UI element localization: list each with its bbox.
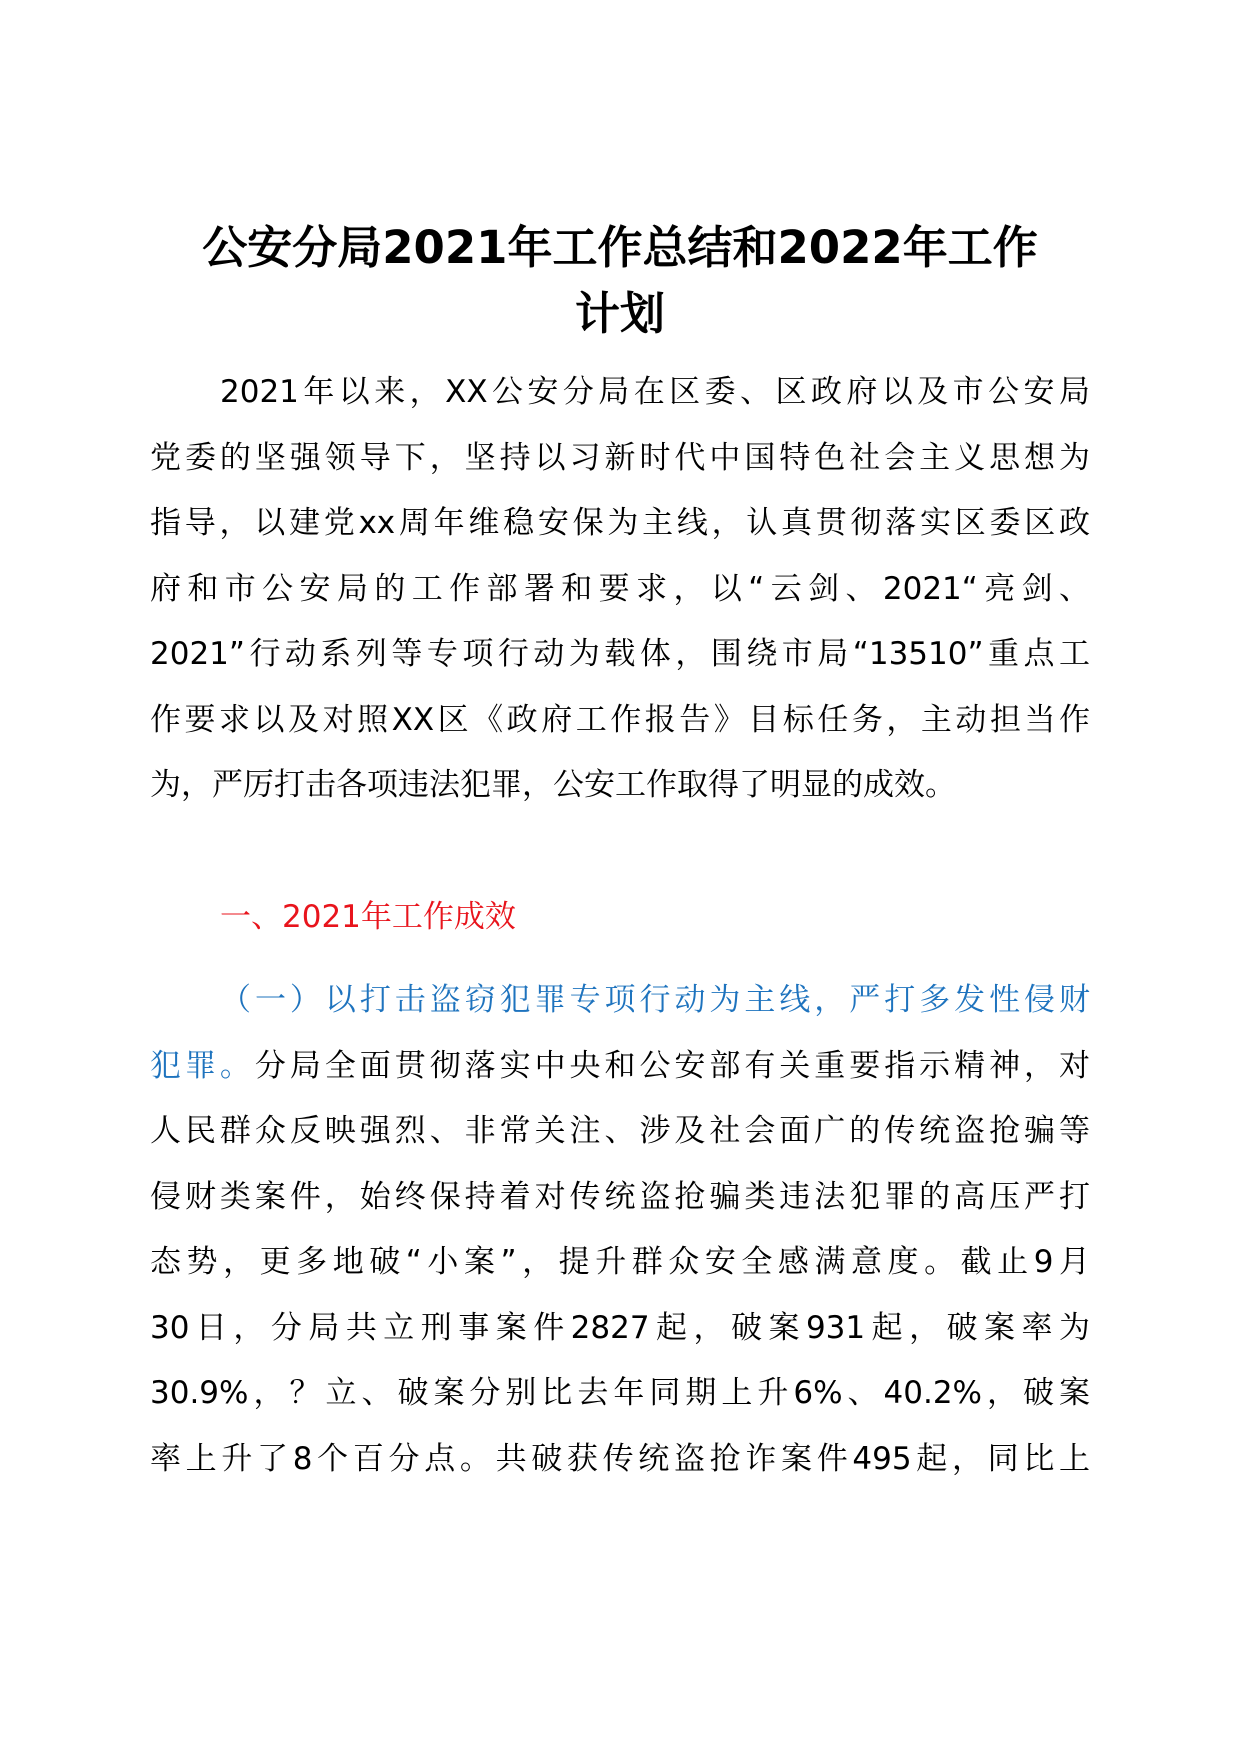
intro-line: 作要求以及对照XX区《政府工作报告》目标任务，主动担当作 <box>150 701 1090 738</box>
subsection-heading-line: （一）以打击盗窃犯罪专项行动为主线，严打多发性侵财 <box>220 982 1090 1018</box>
section-heading: 一、2021年工作成效 <box>220 899 516 935</box>
title-line-1: 公安分局2021年工作总结和2022年工作 <box>202 221 1038 274</box>
intro-line: 指导，以建党xx周年维稳安保为主线，认真贯彻落实区委区政 <box>150 505 1090 541</box>
intro-line: 2021年以来，XX公安分局在区委、区政府以及市公安局 <box>220 374 1090 410</box>
subsection-line: 30日，分局共立刑事案件2827起，破案931起，破案率为 <box>150 1309 1090 1346</box>
subsection-line: 人民群众反映强烈、非常关注、涉及社会面广的传统盗抢骗等 <box>150 1113 1090 1149</box>
intro-line: 为，严厉打击各项违法犯罪，公安工作取得了明显的成效。 <box>150 767 956 803</box>
subsection-line <box>150 1034 1090 1100</box>
subsection-line: 态势，更多地破“小案”，提升群众安全感满意度。截止9月 <box>150 1244 1090 1280</box>
intro-paragraph <box>150 360 1090 819</box>
subsection-line: 侵财类案件，始终保持着对传统盗抢骗类违法犯罪的高压严打 <box>150 1178 1090 1215</box>
intro-line: 2021”行动系列等专项行动为载体，围绕市局“13510”重点工 <box>150 636 1090 672</box>
intro-line: 党委的坚强领导下，坚持以习新时代中国特色社会主义思想为 <box>150 439 1090 476</box>
subsection-heading-end: 犯罪。 <box>150 1047 255 1084</box>
subsection-line: 率上升了8个百分点。共破获传统盗抢诈案件495起，同比上 <box>150 1440 1090 1477</box>
subsection-line-rest: 分局全面贯彻落实中央和公安部有关重要指示精神，对 <box>254 1047 1091 1084</box>
subsection-paragraph <box>150 968 1090 1492</box>
document-title <box>150 215 1090 347</box>
intro-line: 府和市公安局的工作部署和要求，以“云剑、2021“亮剑、 <box>150 570 1090 607</box>
subsection-line: 30.9%，？立、破案分别比去年同期上升6%、40.2%，破案 <box>150 1375 1090 1411</box>
title-line-2: 计划 <box>574 287 665 340</box>
